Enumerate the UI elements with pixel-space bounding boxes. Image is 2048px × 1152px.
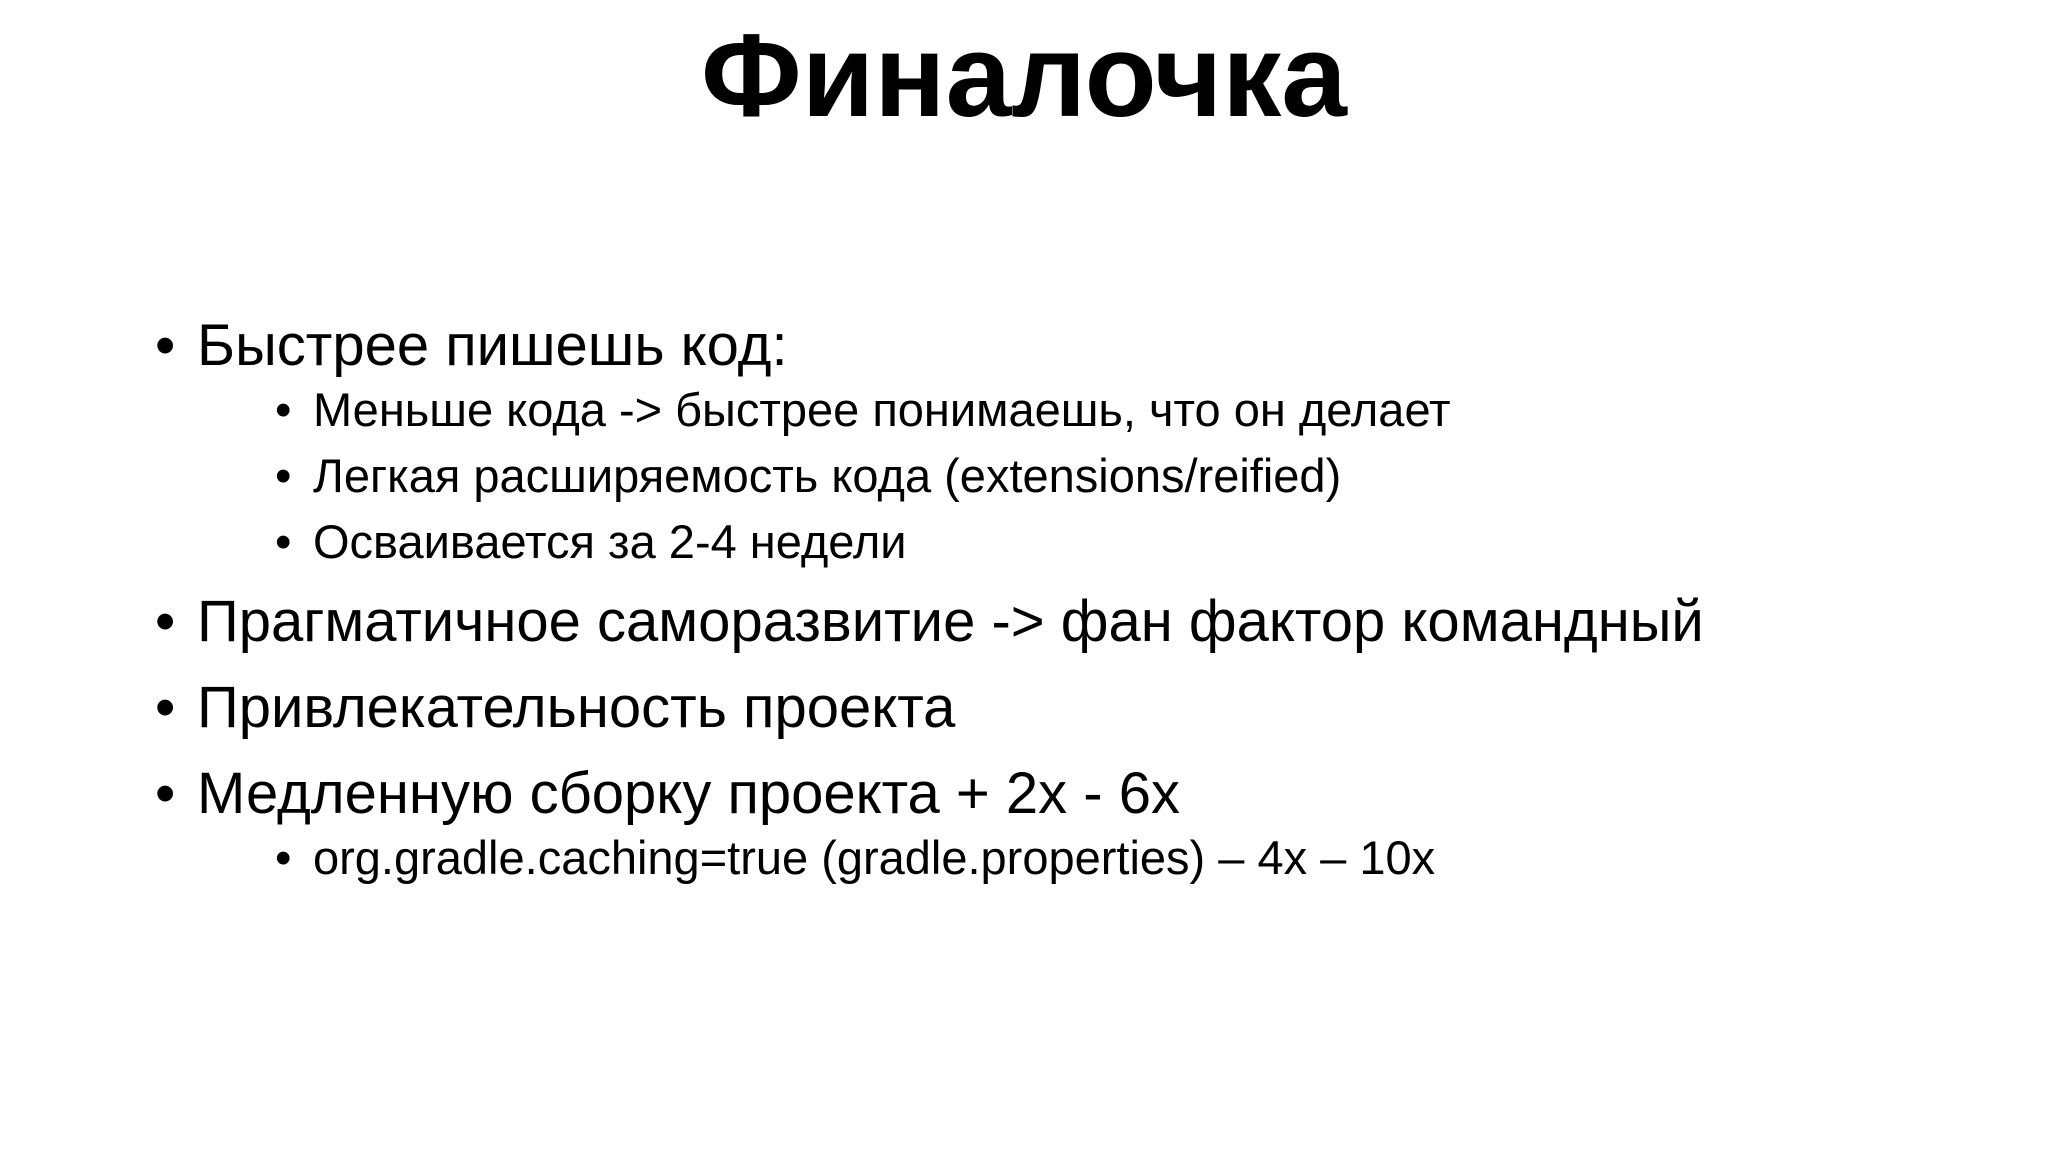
bullet-list: [155, 312, 2015, 904]
bullet-icon: •: [155, 675, 176, 740]
sub-bullet-list: [197, 382, 2015, 570]
slide-title: Финалочка: [701, 10, 1347, 142]
bullet-icon: •: [275, 449, 292, 502]
bullet-icon: •: [275, 383, 292, 436]
bullet-item-slow-build: [155, 760, 2015, 886]
bullet-icon: •: [155, 313, 176, 378]
bullet-item-faster-code: [155, 312, 2015, 570]
sub-bullet-item: [275, 448, 2015, 504]
bullet-icon: •: [275, 515, 292, 568]
bullet-text: Медленную сборку проекта + 2x - 6x: [197, 761, 1180, 826]
bullet-text: Быстрее пишешь код:: [197, 313, 788, 378]
sub-bullet-text: Легкая расширяемость кода (extensions/reified): [313, 449, 1342, 502]
sub-bullet-text: Осваивается за 2-4 недели: [313, 515, 907, 568]
bullet-icon: •: [155, 761, 176, 826]
sub-bullet-text: Меньше кода -> быстрее понимаешь, что он делает: [313, 383, 1451, 436]
bullet-icon: •: [275, 831, 292, 884]
bullet-icon: •: [155, 589, 176, 654]
sub-bullet-item: [275, 514, 2015, 570]
bullet-item-project-attractiveness: [155, 674, 2015, 742]
bullet-text: Привлекательность проекта: [197, 675, 956, 740]
sub-bullet-text: org.gradle.caching=true (gradle.properties) – 4x – 10x: [313, 831, 1436, 884]
sub-bullet-list: [197, 830, 2015, 886]
sub-bullet-item: [275, 830, 2015, 886]
bullet-text: Прагматичное саморазвитие -> фан фактор командный: [197, 589, 1704, 654]
sub-bullet-item: [275, 382, 2015, 438]
bullet-item-self-development: [155, 588, 2015, 656]
